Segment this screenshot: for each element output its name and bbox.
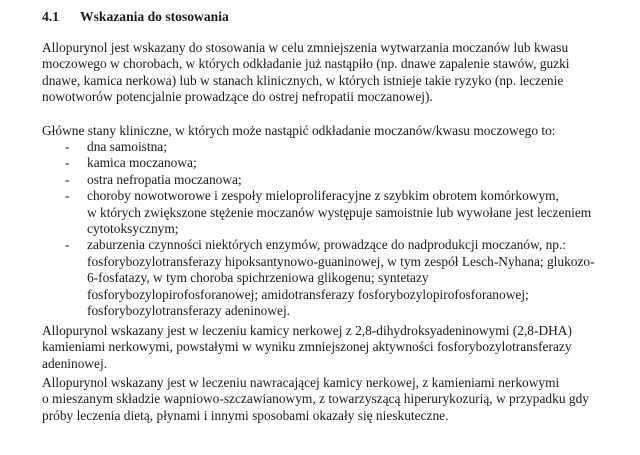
- list-bullet: -: [65, 139, 70, 154]
- list-bullet: -: [65, 155, 70, 171]
- list-item: [42, 237, 622, 319]
- section-title: Wskazania do stosowania: [80, 9, 229, 24]
- list-item-line: choroby nowotworowe i zespoły mieloproliferacyjne z szybkim obrotem komórkowym,: [87, 188, 559, 204]
- paragraph-line: dnawe, kamica nerkowa) lub w stanach klinicznych, w których istnieje takie ryzyko (np. leczenie: [42, 72, 564, 88]
- recurrent-paragraph: [42, 375, 622, 424]
- list-item-line: 6-fosfatazy, w tym choroba spichrzeniowa glikogenu; syntetazy: [87, 270, 429, 286]
- list-item-line: dna samoistna;: [87, 139, 167, 154]
- list-bullet: -: [65, 237, 70, 253]
- paragraph-line: Główne stany kliniczne, w których może nastąpić odkładanie moczanów/kwasu moczowego to:: [42, 123, 556, 138]
- list-bullet: -: [65, 171, 70, 187]
- paragraph-line: próby leczenia dietą, płynami i innymi sposobami okazały się nieskuteczne.: [42, 407, 449, 423]
- conditions-lead: [42, 123, 622, 139]
- list-bullet: -: [65, 188, 70, 204]
- list-item: [42, 188, 622, 237]
- list-item-line: kamica moczanowa;: [87, 155, 197, 171]
- list-item-line: fosforybozylopirofosforanowej; amidotransferazy fosforybozylopirofosforanowej;: [87, 286, 529, 302]
- paragraph-line: nowotworów potencjalnie prowadzące do ostrej nefropatii moczanowej).: [42, 89, 433, 105]
- dha-paragraph: [42, 323, 622, 372]
- section-number: 4.1: [42, 9, 59, 24]
- section-heading: [42, 9, 229, 25]
- intro-paragraph: [42, 40, 622, 106]
- list-item-line: fosforybozylotransferazy adeninowej.: [87, 302, 291, 318]
- list-item-line: zaburzenia czynności niektórych enzymów, prowadzące do nadprodukcji moczanów, np.:: [87, 237, 567, 253]
- list-item-line: cytotoksycznym;: [87, 220, 179, 236]
- list-item-line: fosforybozylotransferazy hipoksantynowo-guaninowej, w tym zespół Lesch-Nyhana; glukozo-: [87, 253, 595, 269]
- paragraph-line: moczowego w chorobach, w których odkładanie już nastąpiło (np. dnawe zapalenie stawów, guzki: [42, 56, 570, 72]
- paragraph-line: Allopurynol wskazany jest w leczeniu nawracającej kamicy nerkowej, z kamieniami nerkowymi: [42, 375, 560, 390]
- conditions-list: [42, 139, 622, 319]
- paragraph-line: Allopurynol wskazany jest w leczeniu kamicy nerkowej z 2,8-dihydroksyadeninowymi (2,8-DHA): [42, 323, 572, 338]
- paragraph-line: adeninowej.: [42, 355, 108, 371]
- paragraph-line: Allopurynol jest wskazany do stosowania w celu zmniejszenia wytwarzania moczanów lub kwasu: [42, 40, 569, 55]
- list-item: [42, 155, 622, 171]
- paragraph-line: o mieszanym składzie wapniowo-szczawianowym, z towarzyszącą hiperurykozurią, w przypadku gdy: [42, 391, 589, 407]
- list-item-line: w których zwiększone stężenie moczanów występuje samoistnie lub wywołane jest leczeniem: [87, 204, 592, 220]
- paragraph-line: kamieniami nerkowymi, powstałymi w wyniku zmniejszonej aktywności fosforybozylotransferazy: [42, 339, 572, 355]
- list-item: [42, 139, 622, 155]
- list-item-line: ostra nefropatia moczanowa;: [87, 171, 242, 187]
- list-item: [42, 172, 622, 188]
